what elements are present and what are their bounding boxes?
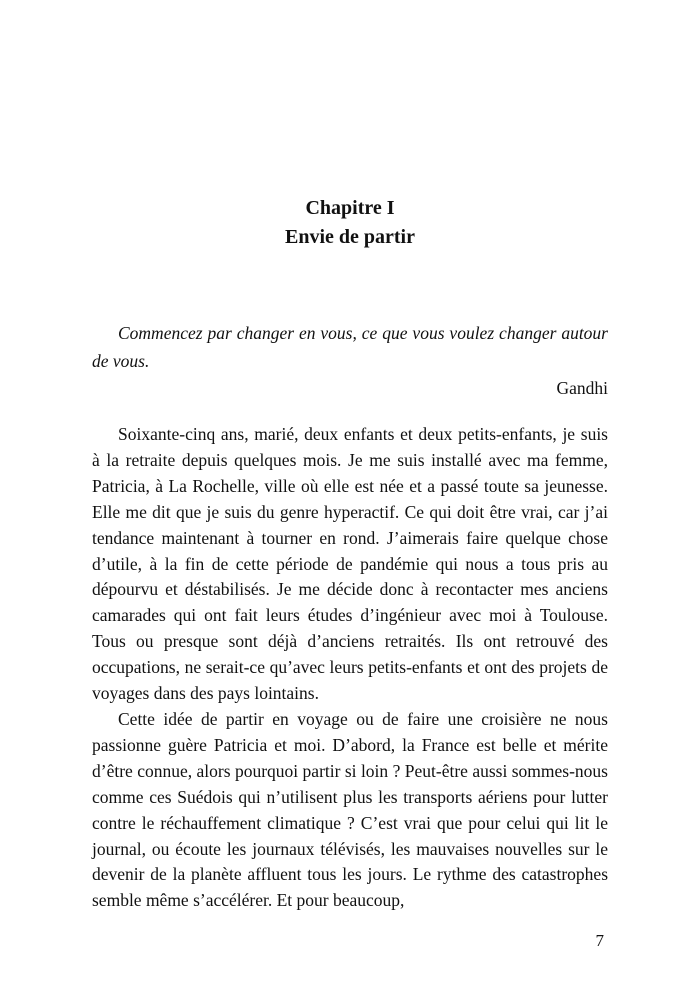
paragraph: Soixante-cinq ans, marié, deux enfants et deux petits-enfants, je suis à la retraite depuis quelques mois. Je me suis installé avec ma femme, Patricia, à La Rochelle, ville où elle est née et a passé toute sa jeunesse. Elle me dit que je suis du genre hyperactif. Ce qui doit être vrai, car j’ai tendance maintenant à tourner en rond. J’aimerais faire quelque chose d’utile, à la fin de cette période de pandémie qui nous a tous pris au dépourvu et déstabilisés. Je me décide donc à recontacter mes anciens camarades qui ont fait leurs études d’ingénieur avec moi à Toulouse. Tous ou presque sont déjà d’anciens retraités. Ils ont retrouvé des occupations, ne serait-ce qu’avec leurs petits-enfants et ont des projets de voyages dans des pays lointains. [92, 424, 608, 704]
chapter-heading [0, 194, 700, 252]
page-number: 7 [595, 931, 604, 950]
chapter-title: Envie de partir [285, 226, 415, 248]
paragraph: Cette idée de partir en voyage ou de faire une croisière ne nous passionne guère Patricia et moi. D’abord, la France est belle et mérite d’être connue, alors pourquoi partir si loin ? Peut-être aussi sommes-nous comme ces Suédois qui n’utilisent plus les transports aériens pour lutter contre le réchauffement climatique ? C’est vrai que pour celui qui lit le journal, ou écoute les journaux télévisés, les mauvaises nouvelles sur le devenir de la planète affluent tous les jours. Le rythme des catastrophes semble même s’accélérer. Et pour beaucoup, [92, 708, 608, 911]
epigraph-author: Gandhi [556, 378, 608, 398]
epigraph [92, 320, 608, 403]
epigraph-quote: Commencez par changer en vous, ce que vous voulez changer autour de vous. [92, 323, 608, 371]
body-text [92, 422, 608, 914]
chapter-number: Chapitre I [305, 197, 395, 219]
